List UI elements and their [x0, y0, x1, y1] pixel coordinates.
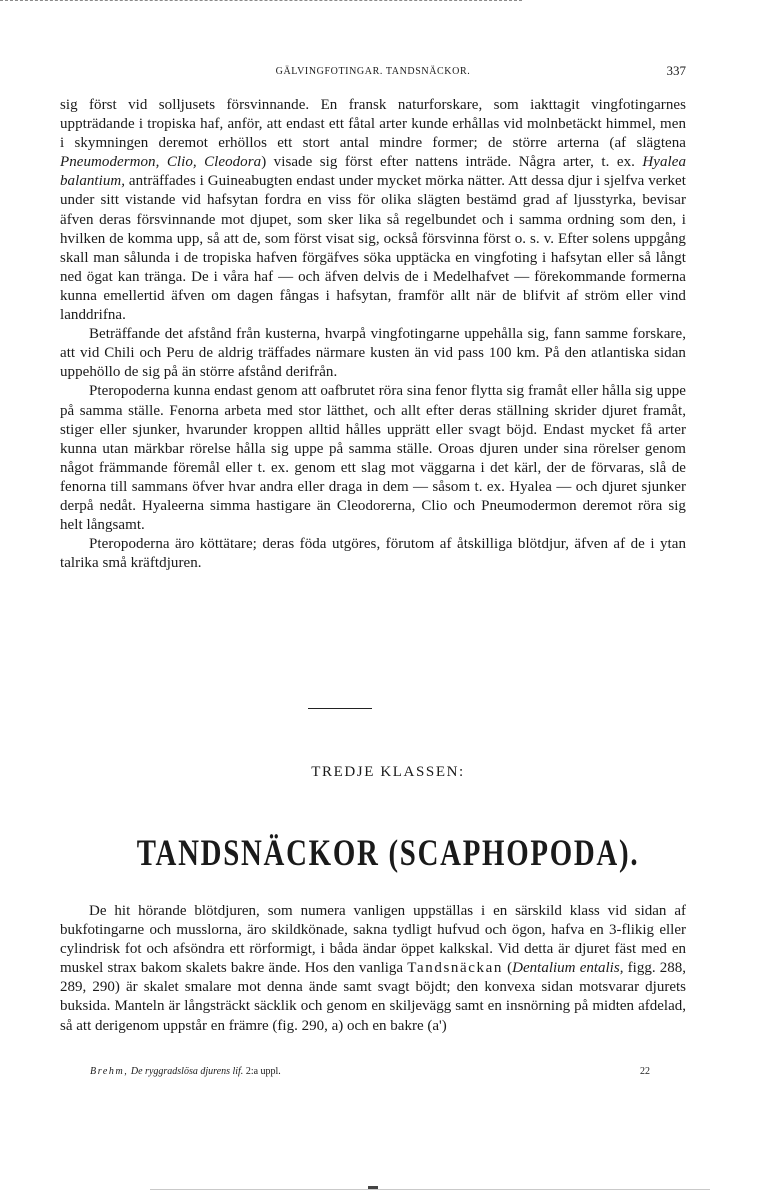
class-title: TANDSNÄCKOR (SCAPHOPODA).	[136, 833, 640, 874]
page-footer	[90, 1066, 650, 1080]
section-text	[60, 902, 686, 1036]
section-separator	[308, 708, 372, 709]
footer-author: Brehm,	[90, 1066, 129, 1077]
footer-edition: 2:a uppl.	[245, 1066, 281, 1077]
page-header	[60, 63, 686, 81]
italic-species: Dentalium entalis,	[512, 960, 624, 977]
footer-book-title: De ryggradslösa djurens lif.	[130, 1066, 244, 1077]
text-run: De hit hörande blötdjuren, som numera vanligen uppställas i en särskild klass vid sidan af bukfotingarne och musslorna, äro skildkönade, sakna tydligt hufvud och ögon, hafva en 3-flikig eller cylindrisk fot och afsöndra ett rörformigt, i båda ändar öppet kalkskal. Vid detta är djuret fäst med en muskel strax bakom skalets bakre ände. Hos den vanliga	[60, 903, 686, 977]
page-number: 337	[666, 63, 686, 78]
running-head: GÄLVINGFOTINGAR. TANDSNÄCKOR.	[275, 66, 471, 77]
class-heading: TREDJE KLASSEN:	[311, 764, 465, 780]
text-run: figg. 288, 289, 290) är skalet smalare mot denna ände samt svagt böjdt; den konvexa sidan motsvarar djurets buksida. Manteln är långsträckt säcklik och genom en skiljevägg samt en insnörning på midten afdelad, så att derigenom uppstår en främre (fig. 290, a) och en bakre (a')	[60, 960, 687, 1034]
paragraph-4: Pteropoderna äro köttätare; deras föda utgöres, förutom af åtskilliga blötdjur, äfven af de i ytan talrika små kräftdjuren.	[60, 536, 686, 572]
paragraph-1	[60, 96, 686, 325]
footer-signature: 22	[640, 1066, 650, 1077]
italic-species: Hyalea balantium,	[60, 154, 686, 190]
paragraph-3: Pteropoderna kunna endast genom att oafbrutet röra sina fenor flytta sig framåt eller hålla sig uppe på samma ställe. Fenorna arbeta med stor lätthet, och allt efter deras ställning skrider djuret framåt, stiger eller sjunker, hvarunder kroppen alltid hålles upprätt eller svagt böjd. Endast mycket få arter kunna utan märkbar rörelse hålla sig uppe på samma ställe. Oroas djuren under sina rörelser genom något främmande föremål eller t. ex. genom ett slag mot väggarna i det kärl, der de förvaras, slå de fenorna till sammans öfver hvar andra eller draga in dem — såsom t. ex. Hyalea — och djuret sjunker derpå nedåt. Hyaleerna simma hastigare än Cleodorerna, Clio och Pneumodermon deremot röra sig helt långsamt.	[60, 383, 686, 534]
section-paragraph-1	[60, 902, 686, 1036]
text-run: (	[502, 960, 513, 977]
footer-citation	[90, 1066, 281, 1077]
text-run: sig först vid solljusets försvinnande. En fransk naturforskare, som iakttagit vingfotingarnes uppträdande i tropiska haf, anför, att endast ett fåtal arter kunde erhållas vid molnbetäckt himmel, men i skymningen deremot erhöllos ett stort antal mindre former; de större arterna (af slägtena	[60, 97, 686, 152]
text-run: anträffades i Guineabugten endast under mycket mörka nätter. Att dessa djur i sjelfva verket under sitt vistande vid hafsytan fordra en viss för olika slägten bestämd grad af ljusstyrka, bevisar äfven deras försvinnande mot djupet, som sker lika så regelbundet och i samma ordning som den, i hvilken de komma upp, så att de, som först visat sig, också försvinna först o. s. v. Efter solens uppgång skall man sålunda i de tropiska hafven förgäfves söka upptäcka en vingfoting i hafsytan eller så långt ned ögat kan tränga. De i våra haf — och äfven delvis de i Medelhafvet — förekommande formerna kunna emellertid äfven om dagen fångas i hafsytan, framför allt när de blifvit af ström eller vind landdrifna.	[60, 173, 686, 324]
spaced-term: Tandsnäckan	[407, 960, 503, 977]
main-text	[60, 96, 686, 573]
scan-edge-top	[0, 0, 522, 2]
scan-mark	[368, 1186, 378, 1189]
scan-edge-bottom	[150, 1189, 710, 1191]
italic-genera: Pneumodermon, Clio, Cleodora	[60, 154, 262, 171]
text-run: ) visade sig först efter nattens inträde. Några arter, t. ex.	[261, 154, 643, 171]
paragraph-2: Beträffande det afstånd från kusterna, hvarpå vingfotingarne uppehålla sig, fann samme forskare, att vid Chili och Peru de aldrig träffades närmare kusten än vid pass 100 km. På den atlantiska sidan uppehöllo de sig på än större afstånd derifrån.	[60, 326, 686, 381]
